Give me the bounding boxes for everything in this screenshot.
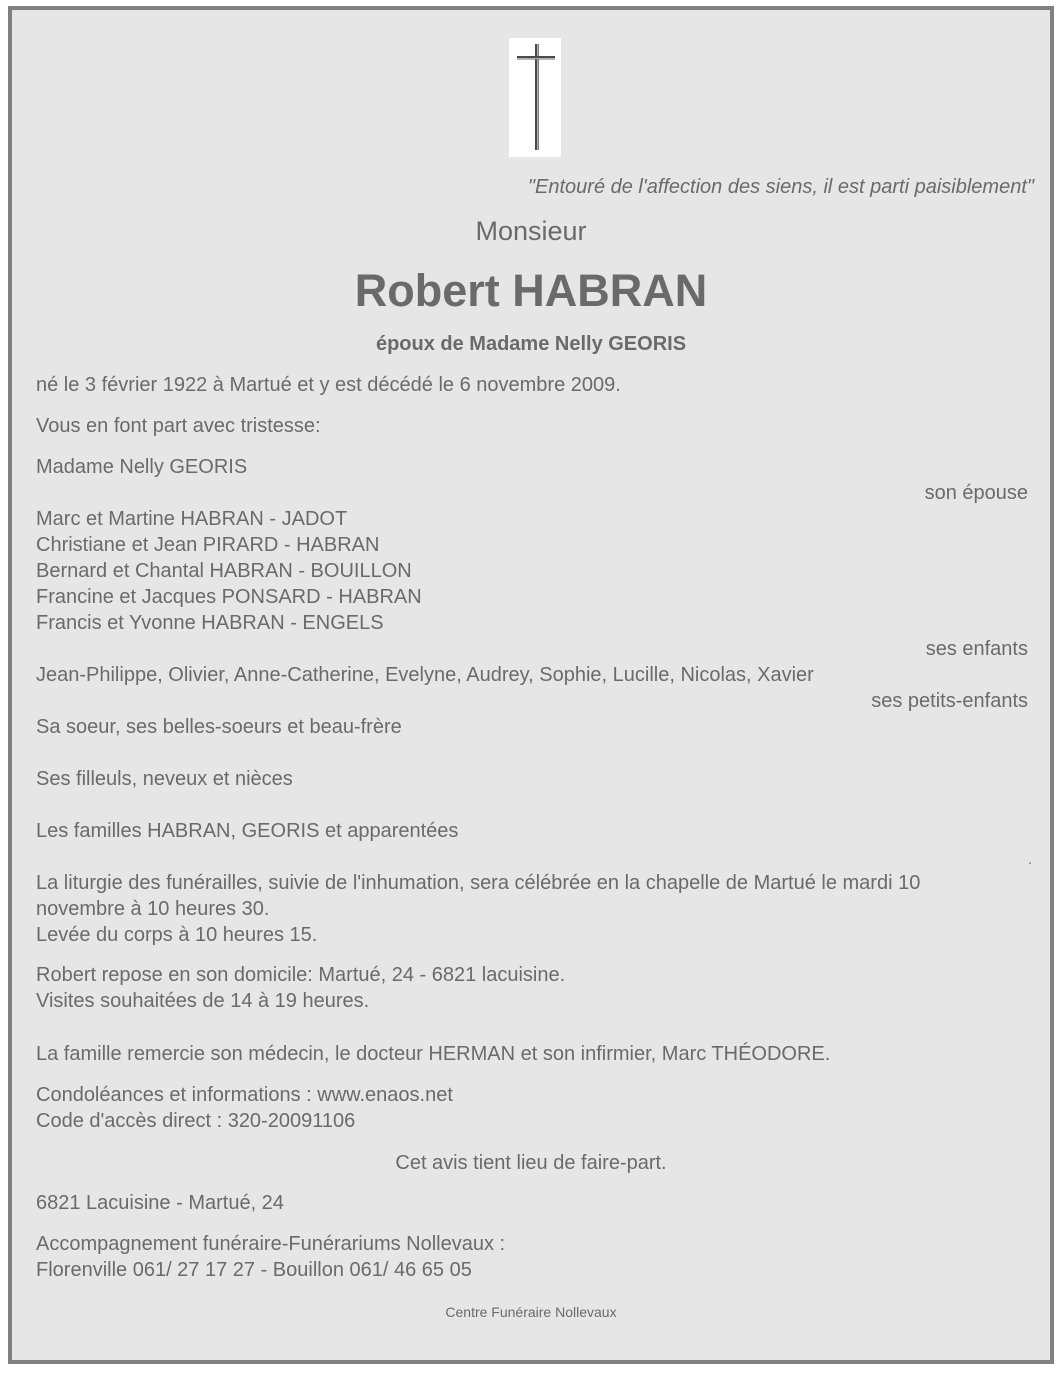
families-line: Les familles HABRAN, GEORIS et apparentées — [36, 820, 459, 842]
liturgy-line: novembre à 10 heures 30. — [36, 898, 270, 920]
children-role: ses enfants — [925, 638, 1028, 660]
rest-line: Visites souhaitées de 14 à 19 heures. — [36, 990, 370, 1012]
sister-line: Sa soeur, ses belles-soeurs et beau-frère — [36, 716, 402, 738]
spouse-role: son épouse — [924, 482, 1028, 504]
deceased-name: Robert HABRAN — [354, 265, 708, 316]
spouse-line: époux de Madame Nelly GEORIS — [375, 333, 687, 355]
rest-line: Robert repose en son domicile: Martué, 24 - 6821 lacuisine. — [36, 964, 566, 986]
children-list — [36, 506, 1028, 636]
list-item: Bernard et Chantal HABRAN - BOUILLON — [36, 560, 412, 582]
intro-line: Vous en font part avec tristesse: — [36, 415, 321, 437]
dot-mark: . — [1028, 851, 1032, 867]
obituary-card — [8, 6, 1054, 1364]
list-item: Francis et Yvonne HABRAN - ENGELS — [36, 612, 384, 634]
rest-block — [36, 962, 1028, 1014]
cross-icon — [509, 38, 561, 157]
liturgy-line: Levée du corps à 10 heures 15. — [36, 924, 318, 946]
born-line: né le 3 février 1922 à Martué et y est décédé le 6 novembre 2009. — [36, 374, 621, 396]
title-monsieur: Monsieur — [475, 216, 587, 246]
access-code-line: Code d'accès direct : 320-20091106 — [36, 1110, 356, 1132]
funeral-home-phones: Florenville 061/ 27 17 27 - Bouillon 061/ 46 65 05 — [36, 1259, 472, 1281]
spouse-name: Madame Nelly GEORIS — [36, 456, 248, 478]
address-line: 6821 Lacuisine - Martué, 24 — [36, 1192, 284, 1214]
list-item: Marc et Martine HABRAN - JADOT — [36, 508, 348, 530]
funeral-home-line: Accompagnement funéraire-Funérariums Nollevaux : — [36, 1233, 506, 1255]
list-item: Francine et Jacques PONSARD - HABRAN — [36, 586, 422, 608]
list-item: Christiane et Jean PIRARD - HABRAN — [36, 534, 380, 556]
footer-text: Centre Funéraire Nollevaux — [445, 1304, 617, 1320]
notice-line: Cet avis tient lieu de faire-part. — [395, 1152, 667, 1174]
thanks-line: La famille remercie son médecin, le docteur HERMAN et son infirmier, Marc THÉODORE. — [36, 1043, 831, 1065]
condolences-line: Condoléances et informations : www.enaos.net — [36, 1084, 453, 1106]
godchildren-line: Ses filleuls, neveux et nièces — [36, 768, 293, 790]
grandchildren-names: Jean-Philippe, Olivier, Anne-Catherine, Evelyne, Audrey, Sophie, Lucille, Nicolas, Xavier — [36, 664, 814, 686]
liturgy-line: La liturgie des funérailles, suivie de l'inhumation, sera célébrée en la chapelle de Martué le mardi 10 — [36, 872, 921, 894]
cross-image — [509, 38, 561, 157]
quote-text: "Entouré de l'affection des siens, il est parti paisiblement" — [527, 176, 1034, 198]
funeral-home-block — [36, 1231, 1028, 1283]
grandchildren-role: ses petits-enfants — [871, 690, 1028, 712]
liturgy-block — [36, 870, 1028, 948]
condolences-block — [36, 1082, 1028, 1134]
